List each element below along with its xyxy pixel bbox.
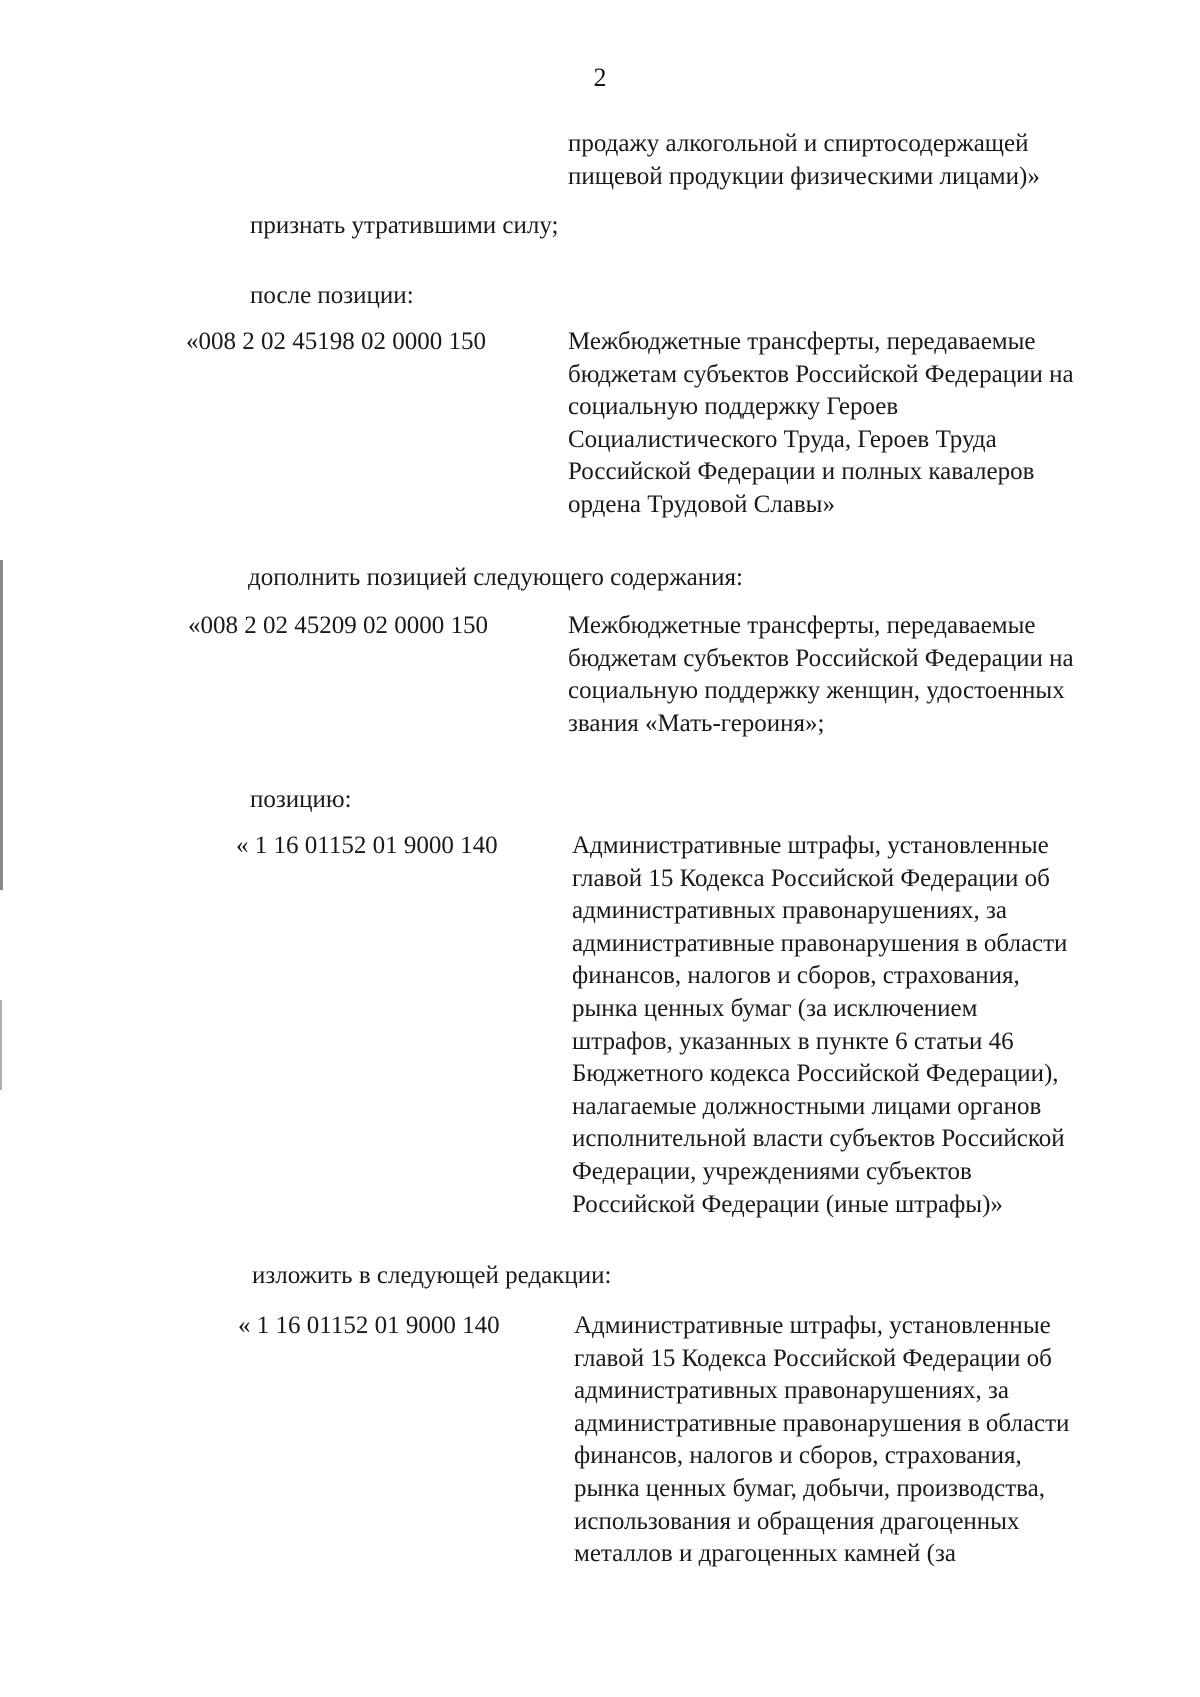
instruction-after-position: после позиции: <box>250 282 414 309</box>
text-line: социальную поддержку женщин, удостоенных <box>568 677 1065 705</box>
position-description <box>568 610 1074 740</box>
page-number: 2 <box>593 63 607 92</box>
text-line: административных правонарушениях, за <box>572 897 1007 925</box>
instruction-repeal: признать утратившими силу; <box>250 212 559 239</box>
position-description <box>568 326 1074 522</box>
text-line: Бюджетного кодекса Российской Федерации), <box>572 1060 1059 1088</box>
instruction-position: позицию: <box>250 786 352 813</box>
text-line: административных правонарушениях, за <box>574 1377 1009 1405</box>
instruction-new-wording: изложить в следующей редакции: <box>252 1262 612 1289</box>
position-description <box>574 1310 1069 1571</box>
scan-edge-mark <box>0 560 3 890</box>
text-line: Межбюджетные трансферты, передаваемые <box>568 612 1036 639</box>
text-line: финансов, налогов и сборов, страхования, <box>572 962 1020 990</box>
text-line: Социалистического Труда, Героев Труда <box>568 425 997 453</box>
text-line: Административные штрафы, установленные <box>572 832 1049 859</box>
text-line: звания «Мать-героиня»; <box>568 709 825 737</box>
budget-code: « 1 16 01152 01 9000 140 <box>236 832 498 859</box>
text-line: Межбюджетные трансферты, передаваемые <box>568 328 1036 355</box>
text-line: главой 15 Кодекса Российской Федерации об <box>572 864 1050 892</box>
text-line: Административные штрафы, установленные <box>574 1312 1051 1339</box>
text-line: металлов и драгоценных камней (за <box>574 1540 956 1568</box>
scan-edge-mark <box>0 1000 2 1090</box>
text-line: финансов, налогов и сборов, страхования, <box>574 1442 1022 1470</box>
text-line: рынка ценных бумаг, добычи, производства, <box>574 1474 1045 1502</box>
text-line: штрафов, указанных в пункте 6 статьи 46 <box>572 1027 1014 1055</box>
text-line: ордена Трудовой Славы» <box>568 490 835 518</box>
text-line: Федерации, учреждениями субъектов <box>572 1157 972 1185</box>
text-line: продажу алкогольной и спиртосодержащей <box>568 130 1029 157</box>
text-line: главой 15 Кодекса Российской Федерации об <box>574 1344 1052 1372</box>
instruction-add-position: дополнить позицией следующего содержания: <box>248 564 743 591</box>
text-line: использования и обращения драгоценных <box>574 1507 1020 1535</box>
text-line: бюджетам субъектов Российской Федерации на <box>568 644 1074 672</box>
budget-code: «008 2 02 45209 02 0000 150 <box>188 612 488 639</box>
text-line: пищевой продукции физическими лицами)» <box>568 162 1040 190</box>
position-description <box>572 830 1067 1221</box>
budget-code: «008 2 02 45198 02 0000 150 <box>186 328 486 355</box>
budget-code: « 1 16 01152 01 9000 140 <box>238 1312 500 1339</box>
text-line: налагаемые должностными лицами органов <box>572 1092 1042 1120</box>
text-line: бюджетам субъектов Российской Федерации на <box>568 360 1074 388</box>
text-line: административные правонарушения в области <box>574 1409 1070 1437</box>
continuation-text <box>568 128 1040 193</box>
text-line: исполнительной власти субъектов Российской <box>572 1125 1065 1153</box>
text-line: рынка ценных бумаг (за исключением <box>572 994 978 1022</box>
text-line: Российской Федерации и полных кавалеров <box>568 458 1035 486</box>
text-line: Российской Федерации (иные штрафы)» <box>572 1190 1003 1218</box>
text-line: административные правонарушения в области <box>572 929 1068 957</box>
text-line: социальную поддержку Героев <box>568 393 899 421</box>
